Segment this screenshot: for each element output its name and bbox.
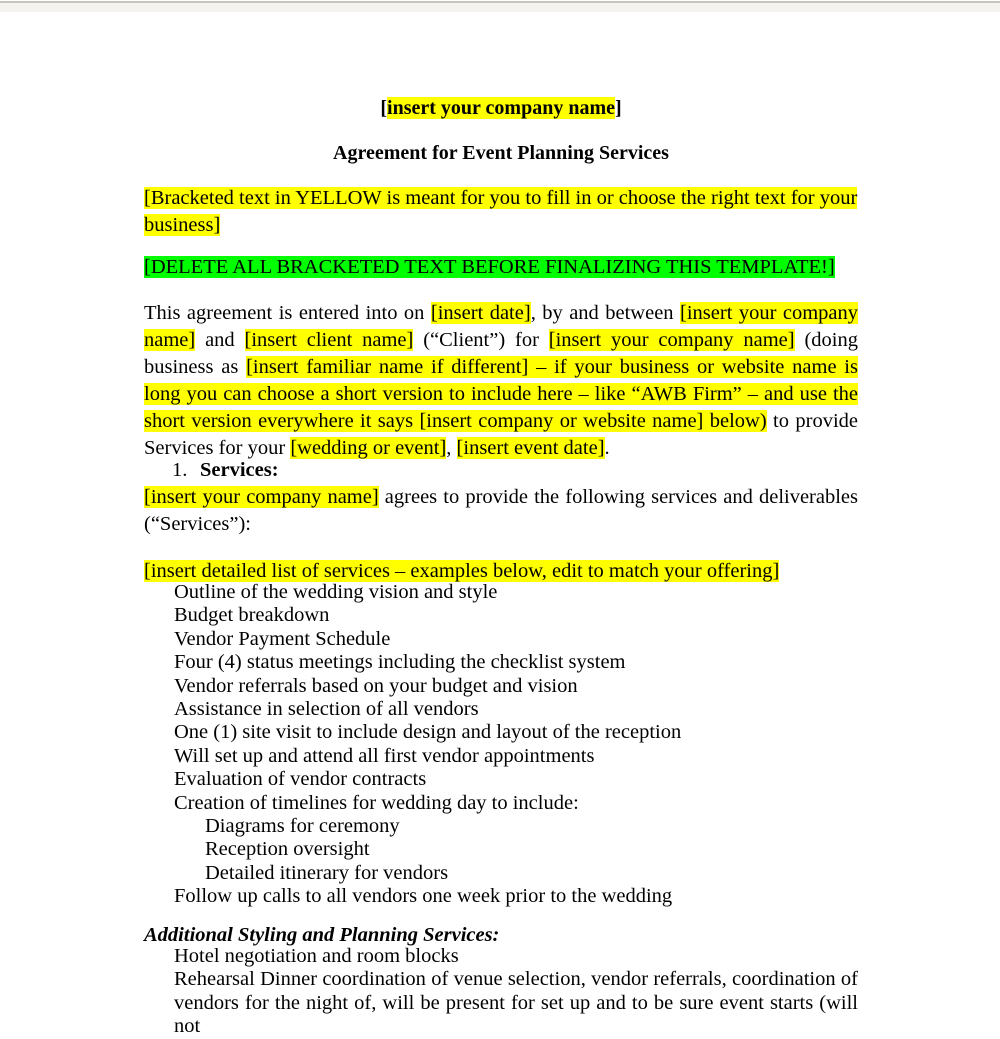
service-list-item: Budget breakdown <box>174 604 330 627</box>
additional-service-item: Hotel negotiation and room blocks <box>174 945 459 967</box>
service-list-item: Detailed itinerary for vendors <box>205 861 449 884</box>
service-list-item: Four (4) status meetings including the checklist system <box>174 651 626 674</box>
service-list-item: Outline of the wedding vision and style <box>174 581 498 603</box>
placeholder-event-date: [insert event date] <box>456 437 605 459</box>
agreement-seg-3: , by and between <box>530 302 681 324</box>
page-title <box>144 95 858 121</box>
service-list-item: Vendor referrals based on your budget and vision <box>174 674 578 697</box>
page-subtitle: Agreement for Event Planning Services <box>333 142 669 164</box>
service-list-item: Assistance in selection of all vendors <box>174 698 479 721</box>
services-intro-text: agrees to provide the following services and deliverables (“Services”): <box>144 486 859 535</box>
instruction-green <box>144 254 858 281</box>
placeholder-client-name: [insert client name] <box>244 329 414 351</box>
services-intro-paragraph <box>144 484 858 538</box>
additional-services-heading: Additional Styling and Planning Services: <box>144 924 500 946</box>
instruction-yellow <box>144 185 858 239</box>
agreement-seg-5: and <box>195 329 245 351</box>
agreement-seg-13: , <box>446 437 457 459</box>
agreement-seg-7: (“Client”) for <box>413 329 549 351</box>
document-viewer-chrome <box>0 0 1000 12</box>
agreement-seg-15: . <box>604 437 610 459</box>
clause-number: 1. <box>172 459 188 481</box>
placeholder-company-name-1: [insert your company name] <box>144 302 859 351</box>
placeholder-company-name-2: [insert your company name] <box>548 329 795 351</box>
services-list <box>144 581 858 909</box>
title-bracket-close: ] <box>614 97 622 119</box>
title-placeholder: insert your company name <box>387 97 615 119</box>
services-list-note-text: [insert detailed list of services – examples below, edit to match your offering] <box>144 560 780 582</box>
agreement-seg-11: to provide Services for your <box>144 410 858 459</box>
service-list-item: One (1) site visit to include design and layout of the reception <box>174 721 682 744</box>
additional-service-item: Rehearsal Dinner coordination of venue selection, vendor referrals, coordination of vendors for the night of, will be present for set up and to be sure event starts (will not <box>174 968 858 1038</box>
service-list-item: Will set up and attend all first vendor appointments <box>174 744 595 767</box>
service-list-item: Follow up calls to all vendors one week prior to the wedding <box>174 885 673 908</box>
title-bracket-open: [ <box>380 97 388 119</box>
document-page <box>0 12 1000 1038</box>
clause-heading: Services: <box>200 459 279 481</box>
instruction-yellow-text: [Bracketed text in YELLOW is meant for you to fill in or choose the right text for your business] <box>144 187 858 236</box>
placeholder-wedding-or-event: [wedding or event] <box>290 437 447 459</box>
service-list-item: Creation of timelines for wedding day to include: <box>174 791 579 814</box>
placeholder-company-name-3: [insert your company name] <box>144 486 379 508</box>
service-list-item: Reception oversight <box>205 838 370 861</box>
clause-services <box>144 457 858 484</box>
agreement-seg-9: (doing business as <box>144 329 858 378</box>
instruction-green-text: [DELETE ALL BRACKETED TEXT BEFORE FINALIZING THIS TEMPLATE!] <box>144 256 835 278</box>
additional-services-list <box>144 945 858 1039</box>
placeholder-familiar-name: [insert familiar name if different] – if your business or website name is long you can choose a short version to include here – like “AWB Firm” – and use the short version everywhere it says [insert company or website name] below) <box>144 356 858 432</box>
clause-services-line <box>144 457 858 484</box>
service-list-item: Vendor Payment Schedule <box>174 627 391 650</box>
service-list-item: Diagrams for ceremony <box>205 815 400 838</box>
agreement-seg-1: This agreement is entered into on <box>144 302 431 324</box>
service-list-item: Evaluation of vendor contracts <box>174 768 427 791</box>
agreement-paragraph <box>144 300 858 462</box>
viewer-top-band <box>0 3 1000 12</box>
placeholder-insert-date: [insert date] <box>430 302 531 324</box>
